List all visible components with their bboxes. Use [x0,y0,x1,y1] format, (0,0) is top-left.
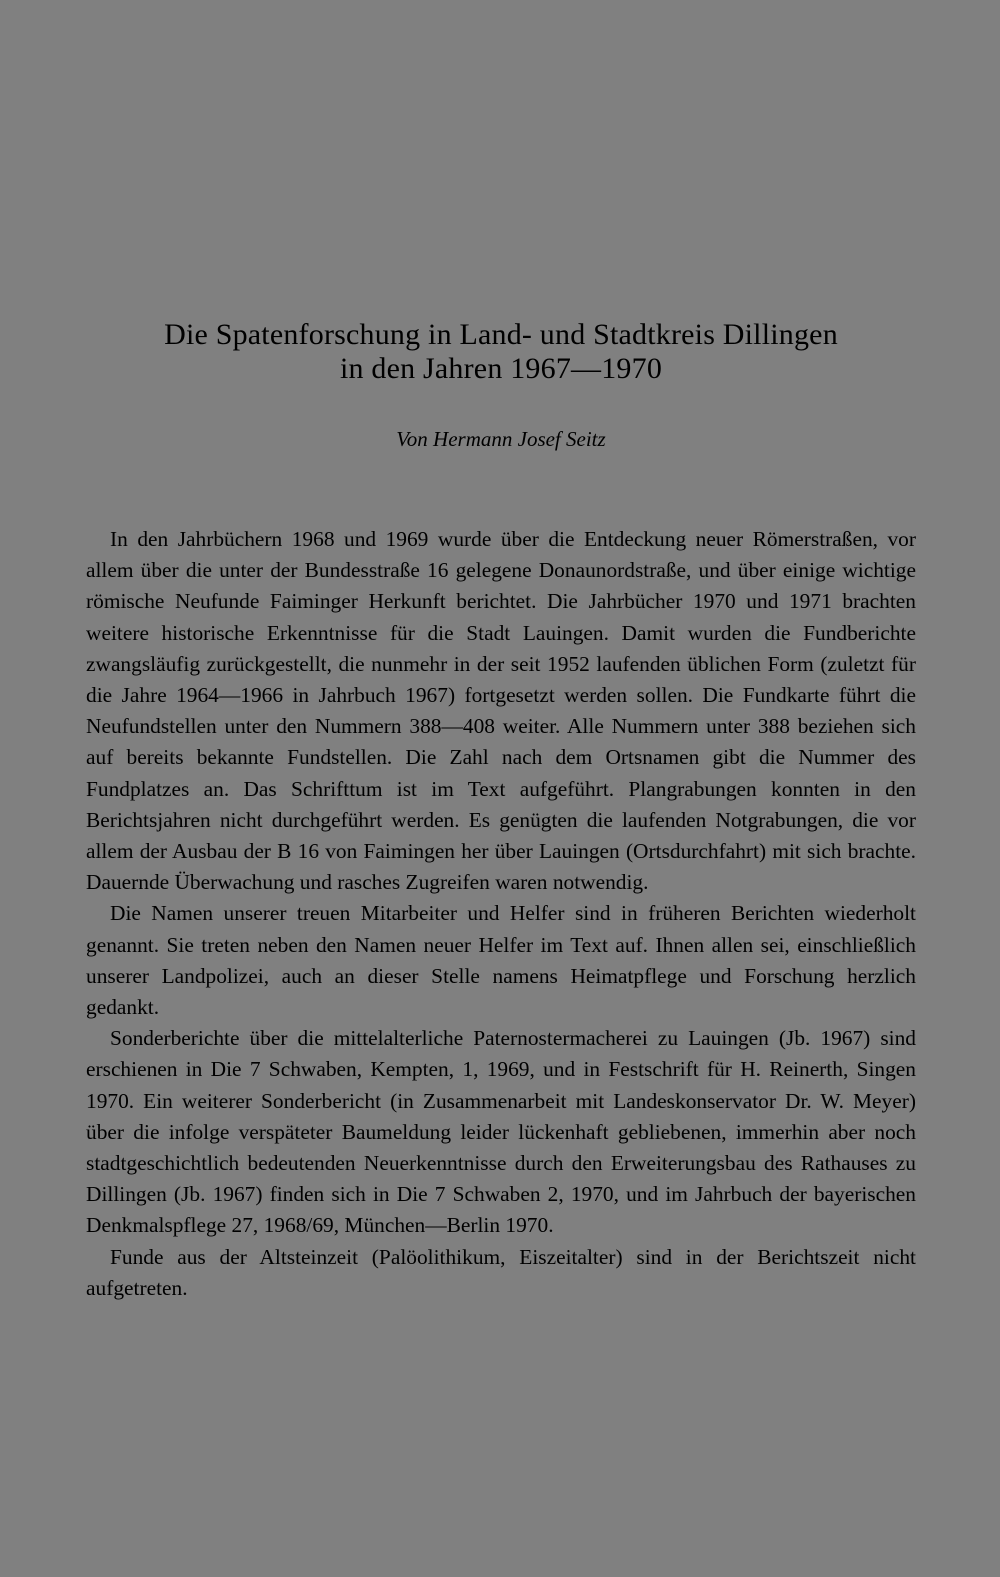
document-page [86,318,916,1304]
article-title-line-2: in den Jahren 1967—1970 [339,352,663,385]
paragraph-2: Die Namen unserer treuen Mitarbeiter und Helfer sind in früheren Berichten wiederholt genannt. Sie treten neben den Namen neuer Helfer im Text auf. Ihnen allen sei, einschließlich unserer Landpolizei, auch an dieser Stelle namens Heimatpflege und Forschung herzlich gedankt. [86,901,916,1020]
article-title [86,318,916,386]
paragraph-4: Funde aus der Altsteinzeit (Palöolithikum, Eiszeitalter) sind in der Berichtszeit nicht aufgetreten. [86,1244,916,1300]
paragraph-3: Sonderberichte über die mittelalterliche Paternostermacherei zu Lauingen (Jb. 1967) sind erschienen in Die 7 Schwaben, Kempten, 1, 1969, und in Festschrift für H. Reinerth, Singen 1970. Ein weiterer Sonderbericht (in Zusammenarbeit mit Landeskonservator Dr. W. Meyer) über die infolge verspäteter Baumeldung leider lückenhaft gebliebenen, immerhin aber noch stadtgeschichtlich bedeutenden Neuerkenntnisse durch den Erweiterungsbau des Rathauses zu Dillingen (Jb. 1967) finden sich in Die 7 Schwaben 2, 1970, und im Jahrbuch der bayerischen Denkmalspflege 27, 1968/69, München—Berlin 1970. [86,1026,916,1238]
paragraph-1: In den Jahrbüchern 1968 und 1969 wurde über die Entdeckung neuer Römerstraßen, vor allem über die unter der Bundesstraße 16 gelegene Donaunordstraße, und über einige wichtige römische Neufunde Faiminger Herkunft berichtet. Die Jahrbücher 1970 und 1971 brachten weitere historische Erkenntnisse für die Stadt Lauingen. Damit wurden die Fundberichte zwangsläufig zurückgestellt, die nunmehr in der seit 1952 laufenden üblichen Form (zuletzt für die Jahre 1964—1966 in Jahrbuch 1967) fortgesetzt werden sollen. Die Fundkarte führt die Neufundstellen unter den Nummern 388—408 weiter. Alle Nummern unter 388 beziehen sich auf bereits bekannte Fundstellen. Die Zahl nach dem Ortsnamen gibt die Nummer des Fundplatzes an. Das Schrifttum ist im Text aufgeführt. Plangrabungen konnten in den Berichtsjahren nicht durchgeführt werden. Es genügten die laufenden Notgrabungen, die vor allem der Ausbau der B 16 von Faimingen her über Lauingen (Ortsdurchfahrt) mit sich brachte. Dauernde Überwachung und rasches Zugreifen waren notwendig. [86,527,916,895]
article-author: Von Hermann Josef Seitz [396,427,606,451]
article-title-line-1: Die Spatenforschung in Land- und Stadtkreis Dillingen [164,318,838,351]
article-body [86,524,916,1304]
